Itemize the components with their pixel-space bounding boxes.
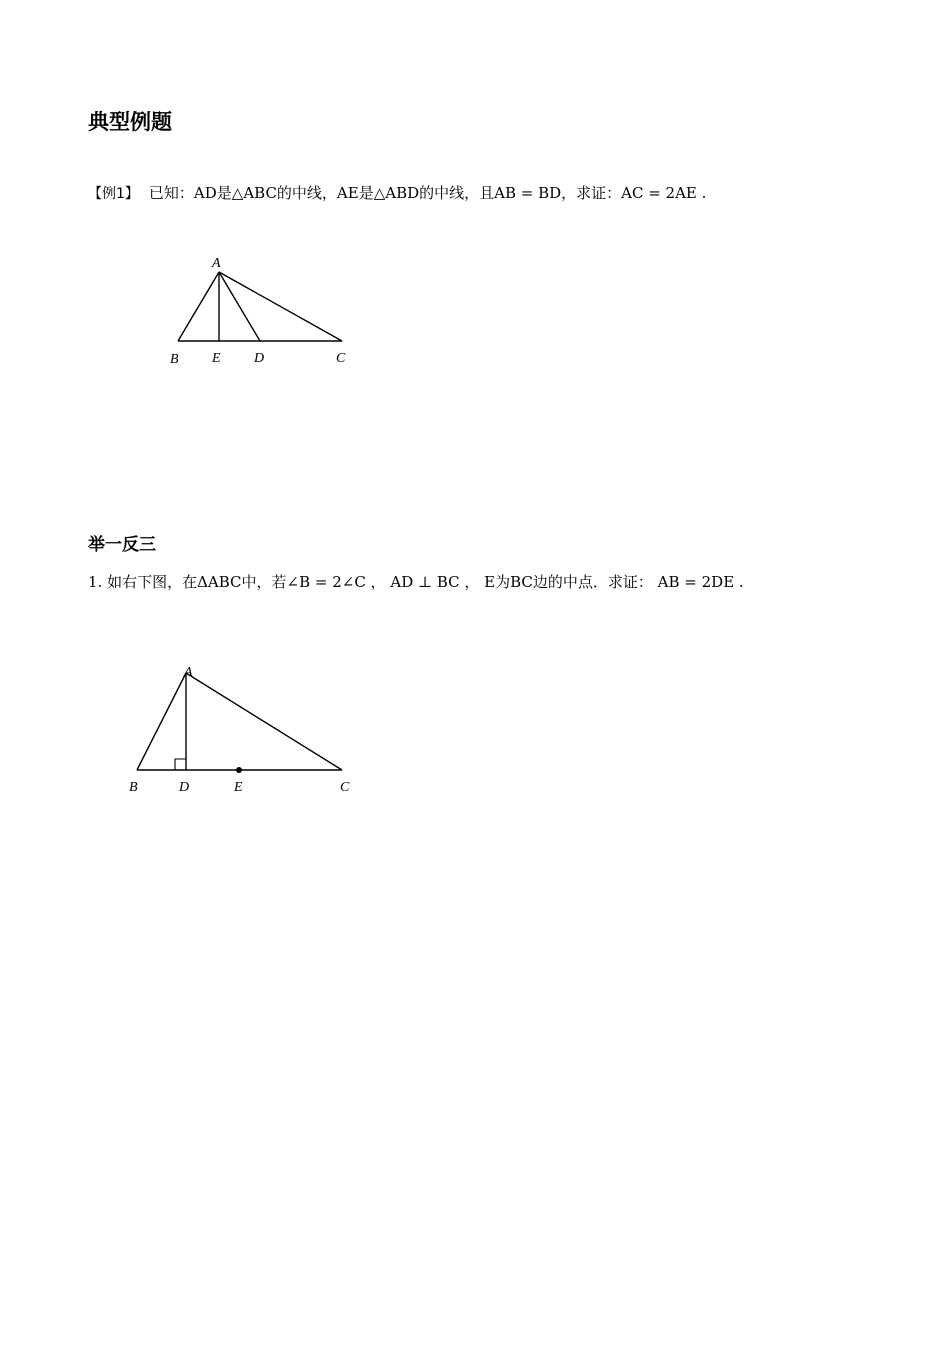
label-a: A xyxy=(212,256,221,271)
segment-ac xyxy=(186,673,342,770)
section-heading-practice: 举一反三 xyxy=(88,535,156,555)
figure-1-triangle xyxy=(160,245,370,380)
label-c: C xyxy=(340,780,350,795)
point-e xyxy=(236,767,242,773)
right-angle-marker xyxy=(175,759,186,770)
label-b: B xyxy=(170,352,179,367)
example-1-problem xyxy=(88,182,706,203)
label-b: B xyxy=(129,780,138,795)
figure-2-triangle xyxy=(120,660,370,805)
practice-1-statement: 如右下图，在ΔABC中，若∠B = 2∠C ， AD ⊥ BC ， E为BC边的中点．求证： AB = 2DE . xyxy=(107,573,744,591)
example-1-tag: 【例1】 xyxy=(88,186,139,202)
segment-ac xyxy=(219,272,342,341)
label-e: E xyxy=(234,780,243,795)
practice-1-number: 1. xyxy=(88,573,103,591)
label-d: D xyxy=(179,780,190,795)
example-1-statement: 已知：AD是△ABC的中线，AE是△ABD的中线，且AB = BD，求证：AC = 2AE . xyxy=(148,184,707,202)
label-a: A xyxy=(184,665,193,680)
segment-ad xyxy=(219,272,260,341)
label-c: C xyxy=(336,351,346,366)
label-e: E xyxy=(212,351,221,366)
section-heading-examples: 典型例题 xyxy=(88,110,172,134)
segment-ab xyxy=(137,673,186,770)
segment-ab xyxy=(178,272,219,341)
practice-1-problem xyxy=(88,571,744,592)
label-d: D xyxy=(254,351,265,366)
